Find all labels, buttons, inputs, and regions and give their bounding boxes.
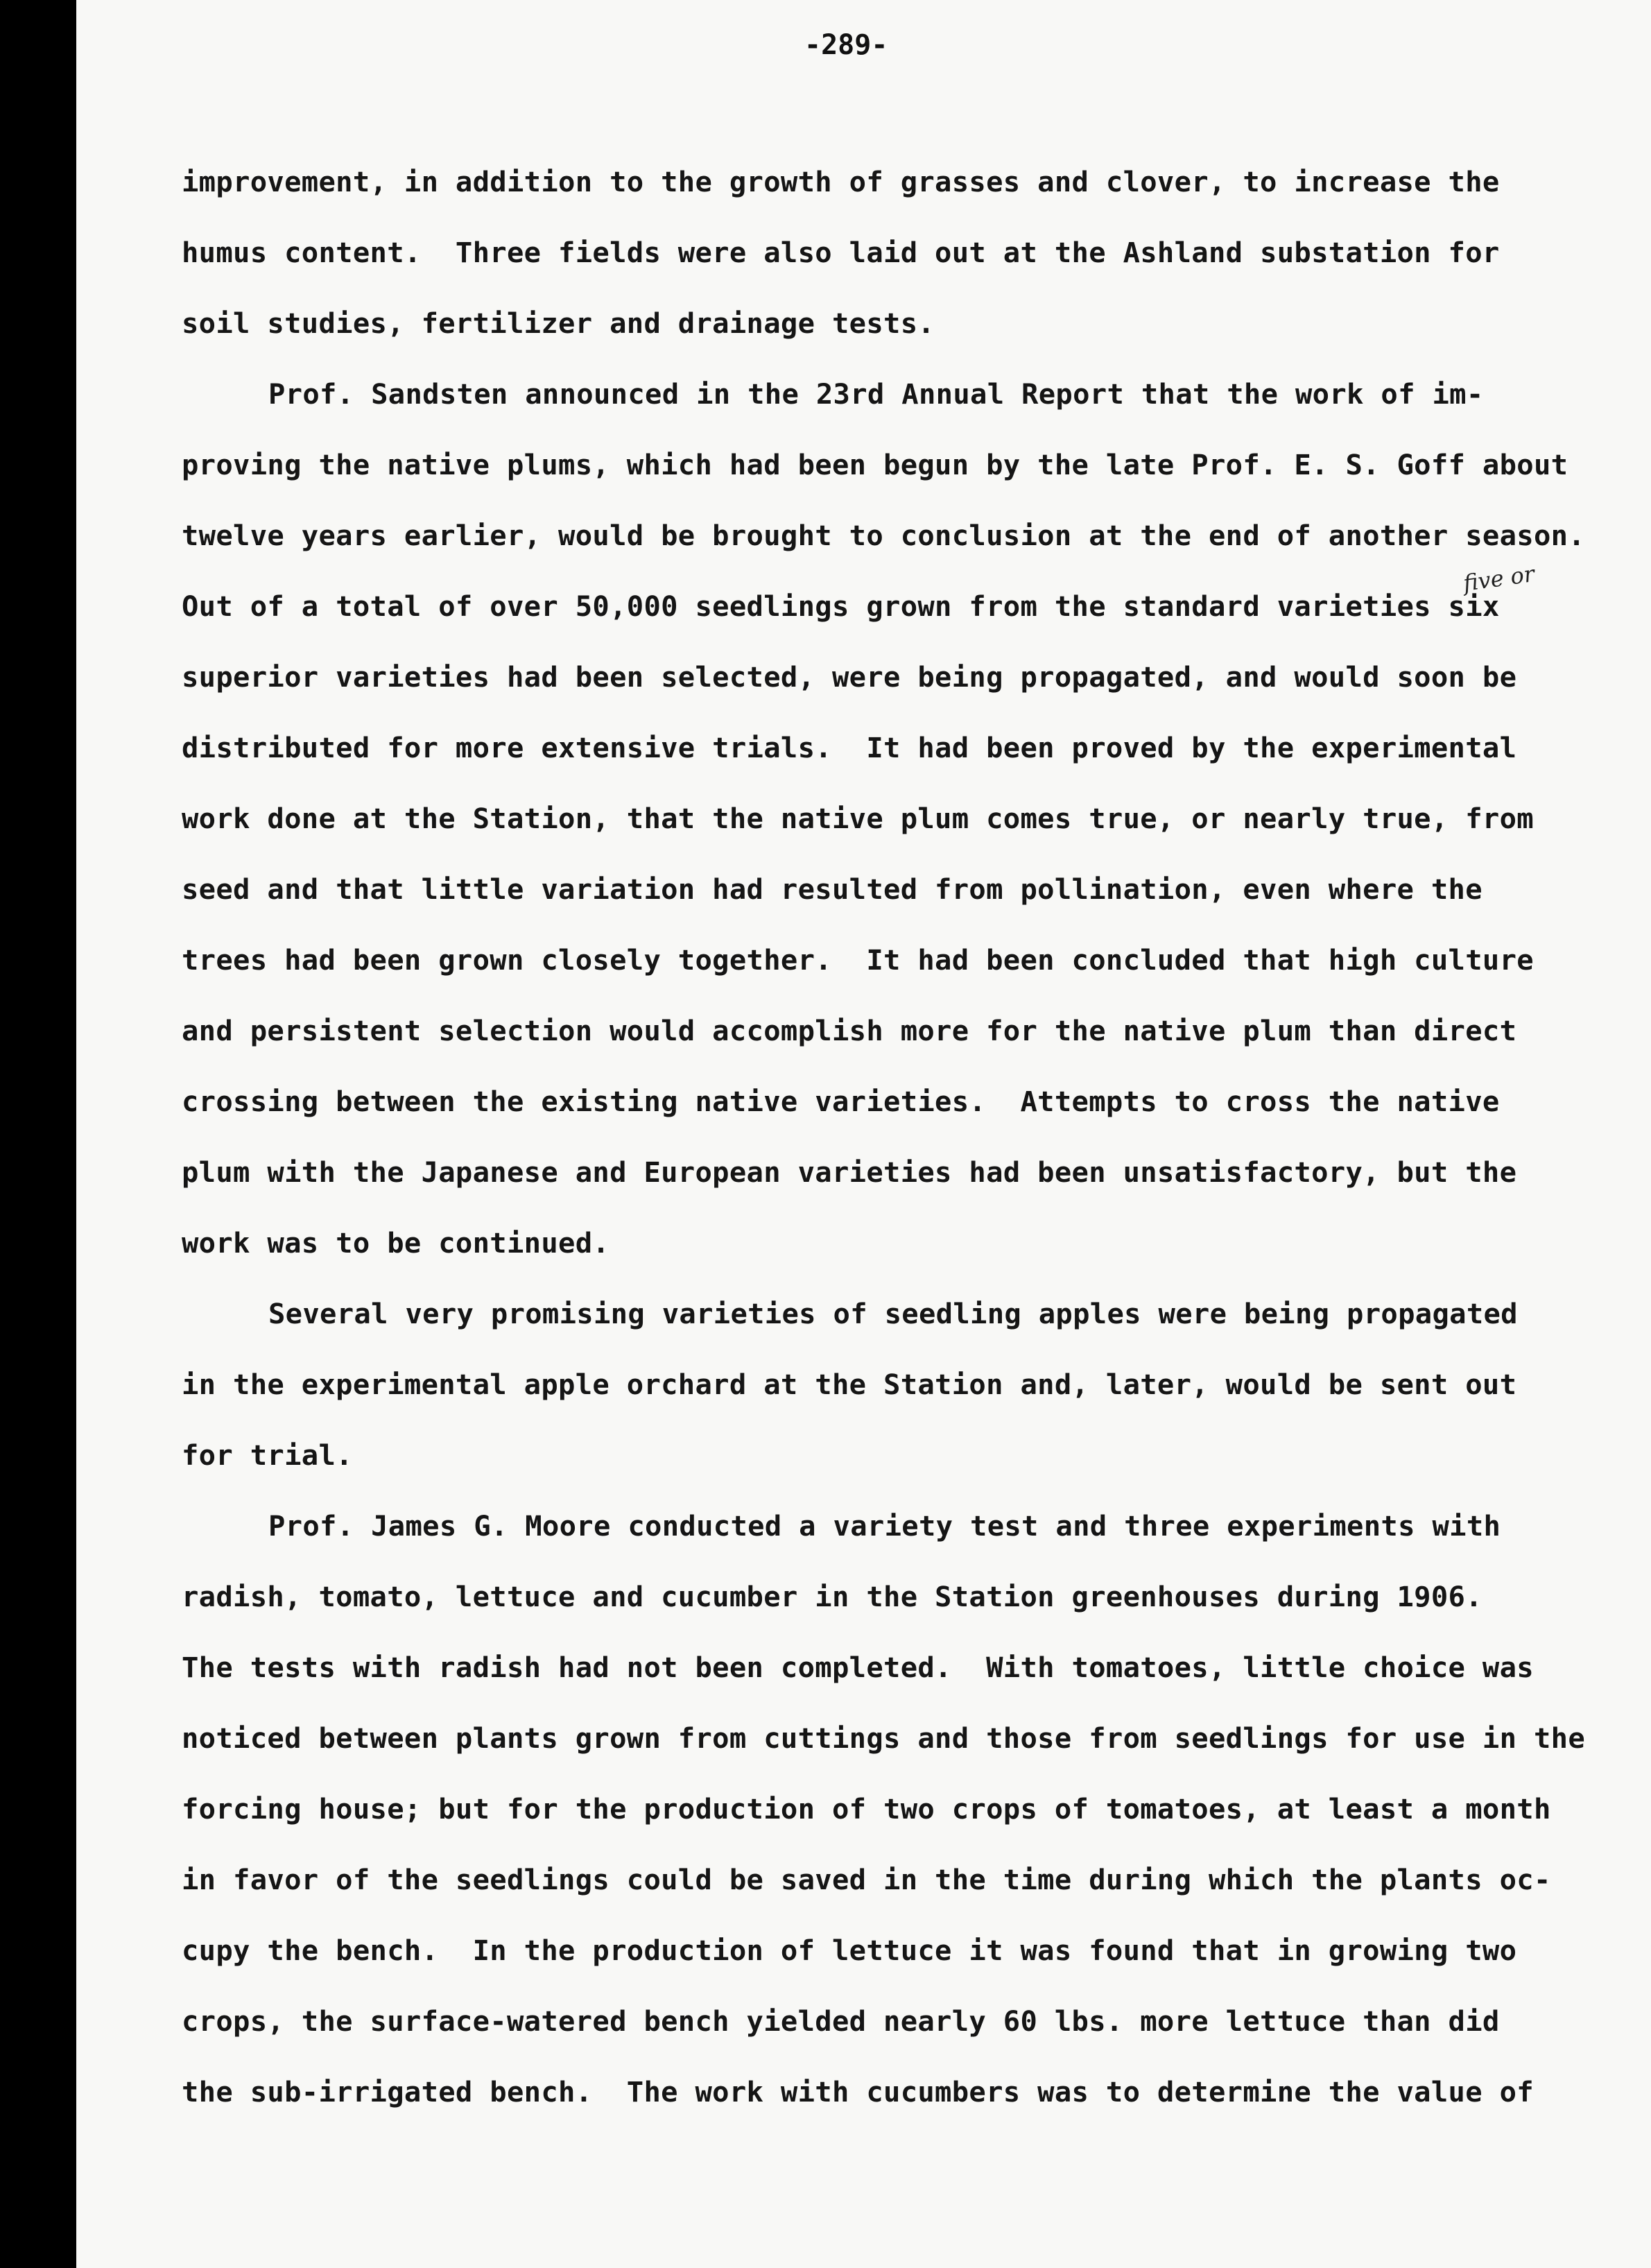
text-line: soil studies, fertilizer and drainage tests.: [182, 307, 935, 340]
text-line: Out of a total of over 50,000 seedlings grown from the standard varieties six: [182, 590, 1500, 623]
paragraph-start-line: Several very promising varieties of seedling apples were being propagated: [268, 1297, 1518, 1330]
text-line: cupy the bench. In the production of lettuce it was found that in growing two: [182, 1934, 1517, 1967]
text-line: forcing house; but for the production of two crops of tomatoes, at least a month: [182, 1792, 1551, 1825]
paragraph-start-line: Prof. James G. Moore conducted a variety test and three experiments with: [268, 1509, 1501, 1543]
text-line: improvement, in addition to the growth of grasses and clover, to increase the: [182, 165, 1500, 198]
text-line: The tests with radish had not been completed. With tomatoes, little choice was: [182, 1651, 1534, 1684]
text-line: and persistent selection would accomplish more for the native plum than direct: [182, 1014, 1517, 1047]
text-line: in favor of the seedlings could be saved in the time during which the plants oc-: [182, 1863, 1551, 1896]
text-line: seed and that little variation had resulted from pollination, even where the: [182, 873, 1483, 906]
text-line: work done at the Station, that the native plum comes true, or nearly true, from: [182, 802, 1534, 835]
text-line: radish, tomato, lettuce and cucumber in the Station greenhouses during 1906.: [182, 1580, 1483, 1613]
text-line: noticed between plants grown from cuttings and those from seedlings for use in the: [182, 1721, 1586, 1755]
text-line: in the experimental apple orchard at the Station and, later, would be sent out: [182, 1368, 1517, 1401]
text-line: plum with the Japanese and European varieties had been unsatisfactory, but the: [182, 1156, 1517, 1189]
text-line: the sub-irrigated bench. The work with cucumbers was to determine the value of: [182, 2075, 1534, 2108]
text-line: proving the native plums, which had been begun by the late Prof. E. S. Goff about: [182, 448, 1568, 481]
text-line: for trial.: [182, 1438, 353, 1472]
text-line: twelve years earlier, would be brought to conclusion at the end of another season.: [182, 519, 1586, 552]
handwritten-insertion: five or: [1461, 560, 1537, 596]
paragraph-start-line: Prof. Sandsten announced in the 23rd Annual Report that the work of im-: [268, 377, 1484, 411]
text-line: trees had been grown closely together. It had been concluded that high culture: [182, 943, 1534, 977]
text-line: crops, the surface-watered bench yielded nearly 60 lbs. more lettuce than did: [182, 2004, 1500, 2038]
text-line: distributed for more extensive trials. It had been proved by the experimental: [182, 731, 1517, 764]
text-line: crossing between the existing native varieties. Attempts to cross the native: [182, 1085, 1500, 1118]
text-line: humus content. Three fields were also laid out at the Ashland substation for: [182, 236, 1500, 269]
text-line: work was to be continued.: [182, 1226, 610, 1260]
scanned-page: [76, 0, 1651, 2268]
text-line: superior varieties had been selected, were being propagated, and would soon be: [182, 660, 1517, 694]
page-number: -289-: [804, 29, 888, 61]
